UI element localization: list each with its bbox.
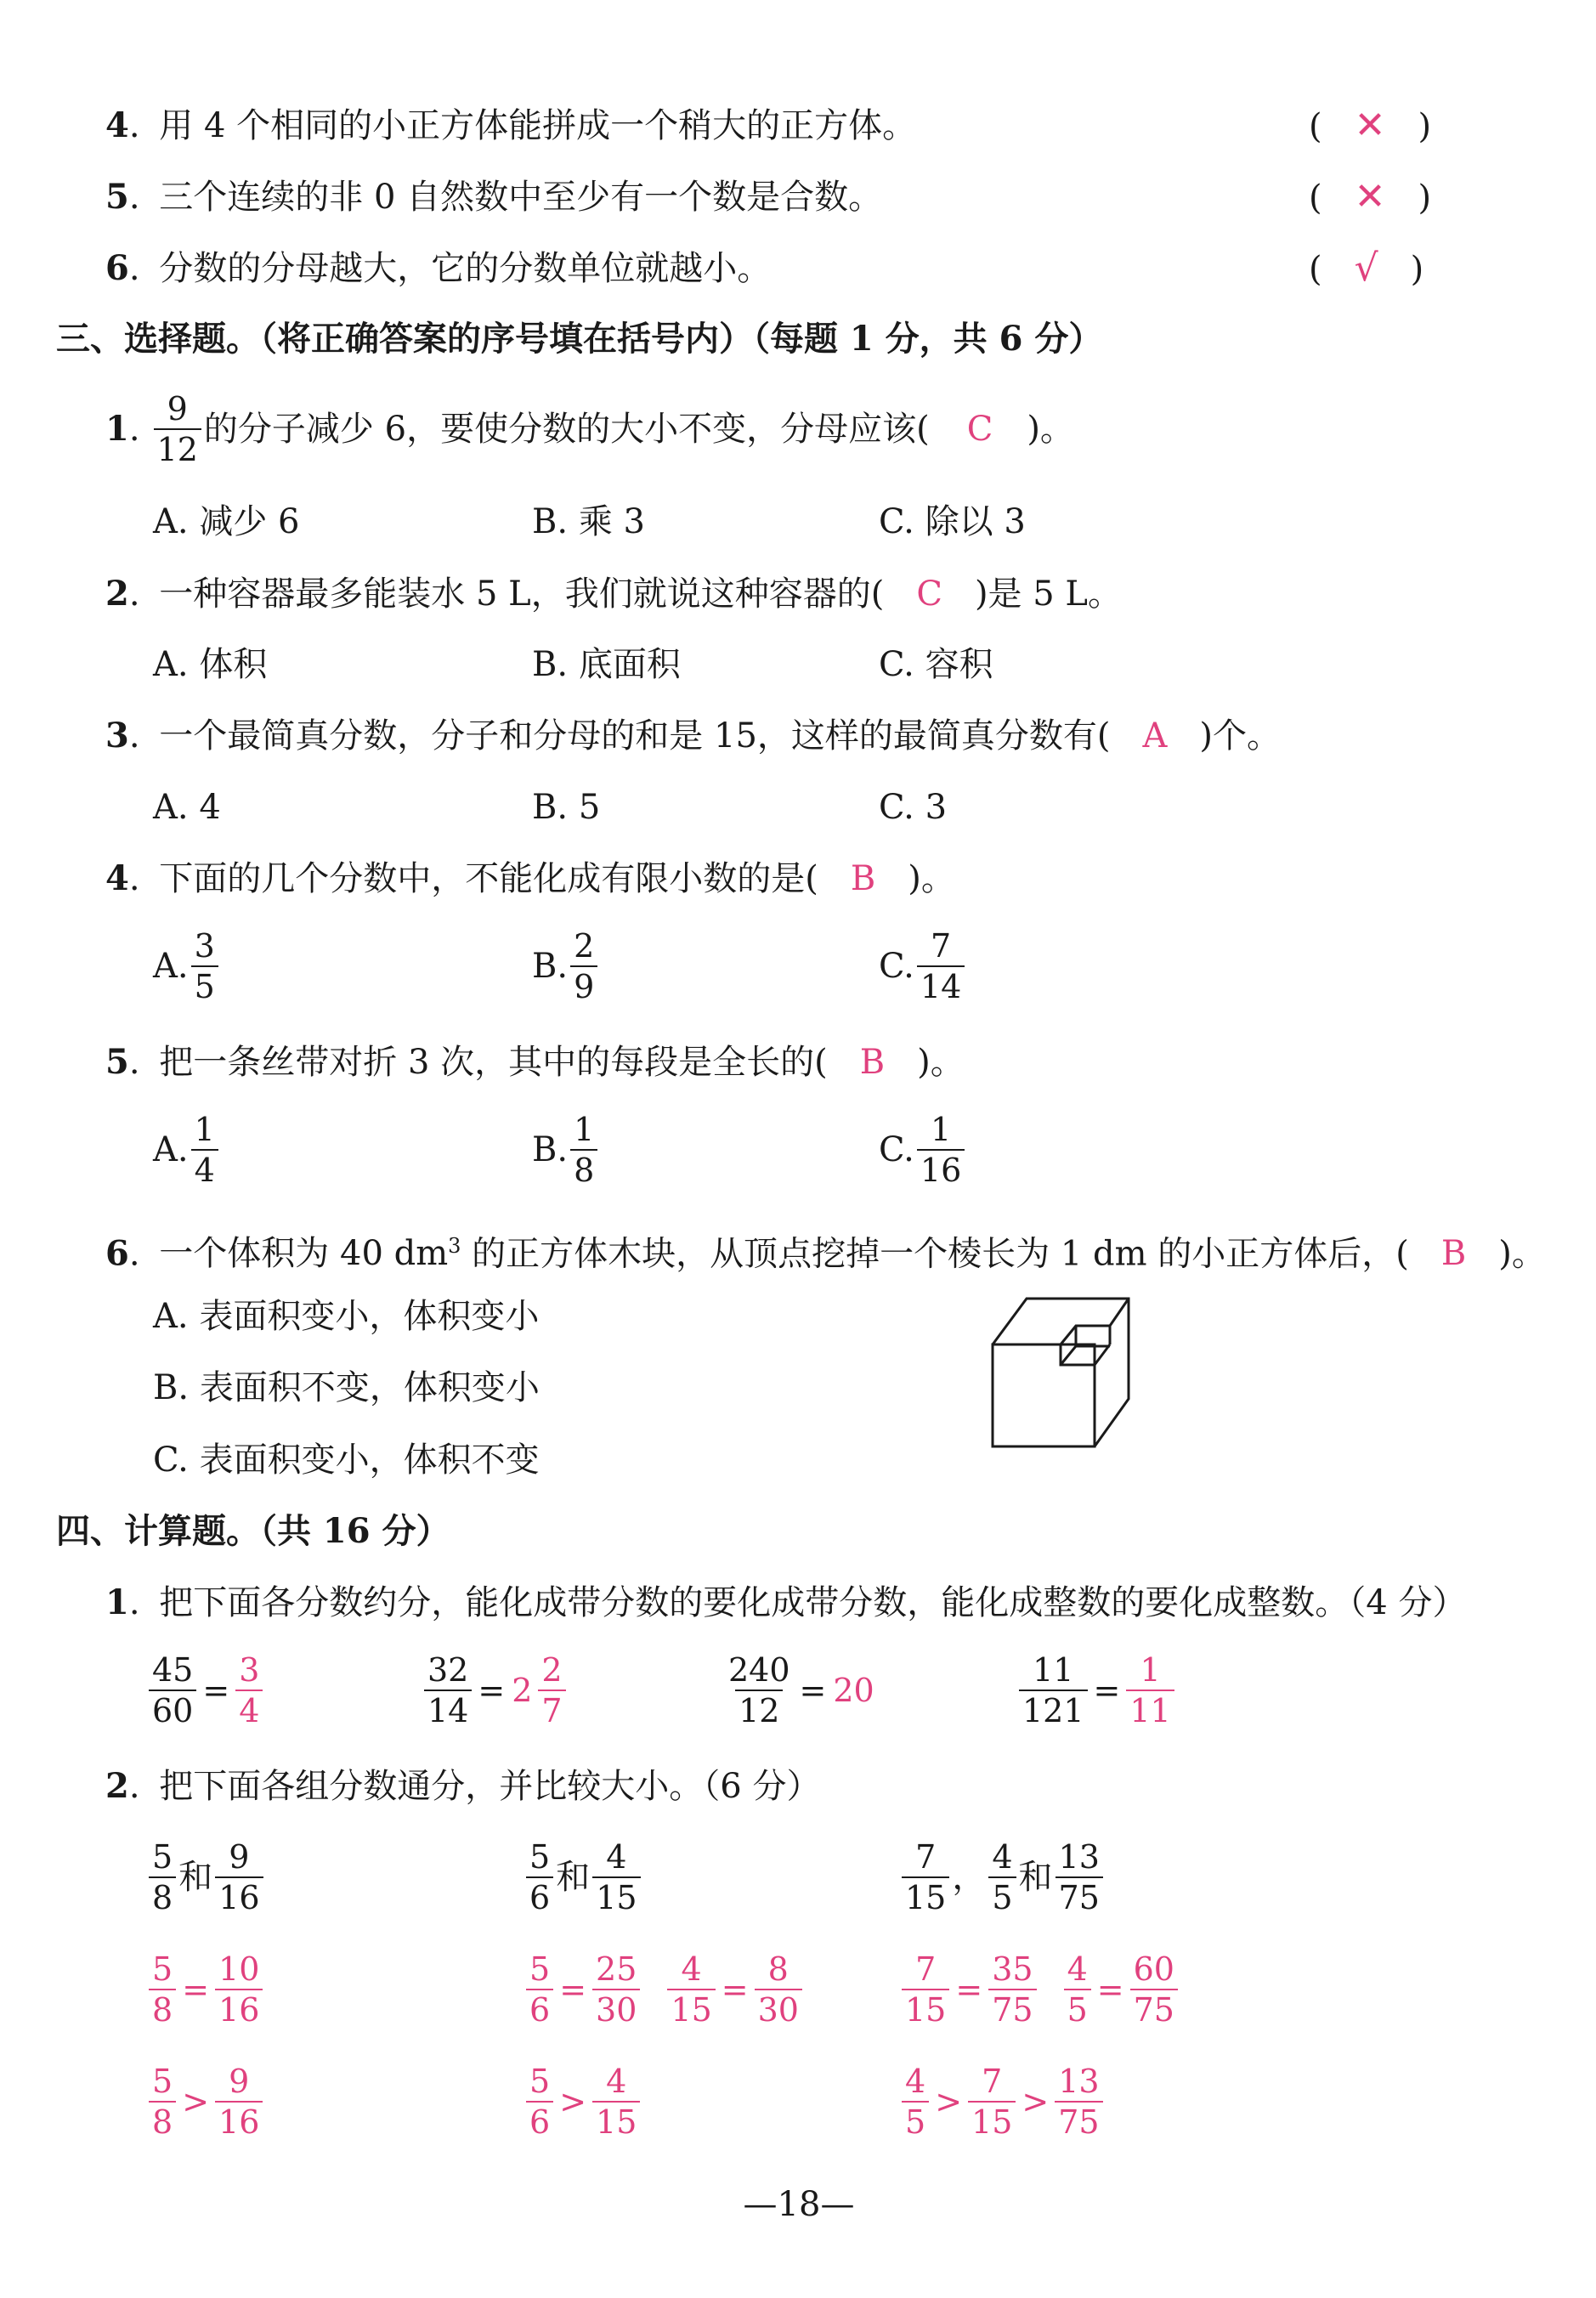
check-mark-icon: √	[1354, 246, 1378, 290]
superscript: 3	[448, 1234, 461, 1258]
greater-than-sign: >	[935, 2083, 963, 2120]
group-3-given: $\frac{7}{15}$ ， $\frac{4}{5}$ 和 $\frac{13}{75}$	[899, 1841, 1106, 1914]
question-text-end: )是 5 L。	[974, 574, 1122, 614]
judge-item-6: 6. 分数的分母越大，它的分数单位就越小。	[105, 248, 772, 288]
choice-question-6: 6. 一个体积为 40 $dm^3$ 的正方体木块，从顶点挖掉一个棱长为 1 dm 的小正方体后，( B )。	[105, 1233, 1546, 1274]
group-3-common: $\frac{7}{15}$ = $\frac{35}{75}$ $\frac{4}{5}$ = $\frac{60}{75}$	[899, 1953, 1180, 2026]
reduce-item-4	[1016, 1651, 1177, 1729]
question-text: 把一条丝带对折 3 次，其中的每段是全长的(	[159, 1043, 828, 1082]
numerator: 2	[574, 927, 595, 965]
denominator: 12	[735, 1690, 783, 1727]
answer-numerator: 3	[239, 1651, 260, 1689]
option-label: B.	[532, 1130, 569, 1169]
cube-with-corner-removed-figure	[986, 1293, 1147, 1450]
reduce-item-3	[722, 1651, 878, 1729]
question-text: 一种容器最多能装水 5 L，我们就说这种容器的(	[159, 574, 885, 614]
question-text: 下面的几个分数中，不能化成有限小数的是(	[159, 859, 818, 898]
judge-item-5: 5. 三个连续的非 0 自然数中至少有一个数是合数。	[105, 177, 883, 217]
choice-question-2: 2. 一种容器最多能装水 5 L，我们就说这种容器的( C )是 5 L。	[105, 574, 1122, 614]
greater-than-sign: >	[182, 2083, 210, 2120]
option-fraction	[917, 927, 965, 1005]
answer-letter: B	[1440, 1234, 1467, 1274]
question-text: 一个最简真分数，分子和分母的和是 15，这样的最简真分数有(	[159, 716, 1111, 756]
denominator: 5	[191, 965, 218, 1003]
option-b	[532, 927, 600, 1005]
group-1-common: $\frac{5}{8}$ = $\frac{10}{16}$	[146, 1953, 265, 2026]
item-text: 分数的分母越大，它的分数单位就越小。	[159, 249, 772, 288]
answer-numerator: 2	[541, 1651, 563, 1689]
equals-sign: =	[1093, 1672, 1121, 1709]
cross-mark-icon: ✕	[1354, 104, 1386, 147]
group-1-compare: $\frac{5}{8}$ > $\frac{9}{16}$	[146, 2065, 265, 2138]
group-1-given: $\frac{5}{8}$ 和 $\frac{9}{16}$	[146, 1841, 266, 1914]
group-2-given: $\frac{5}{6}$ 和 $\frac{4}{15}$	[524, 1841, 643, 1914]
numerator: 1	[930, 1111, 952, 1148]
answer-letter: C	[966, 410, 993, 449]
question-number: 6	[105, 1233, 129, 1274]
answer-integer: 20	[833, 1672, 874, 1709]
equals-sign: =	[478, 1672, 506, 1709]
question-text-end: )。	[1027, 410, 1074, 449]
item-number: 4	[105, 105, 129, 145]
option-a	[153, 927, 221, 1005]
option-label: A.	[153, 1130, 189, 1169]
question-text: 把下面各分数约分，能化成带分数的要化成带分数，能化成整数的要化成整数。（4 分）	[159, 1583, 1467, 1622]
item-number: 5	[105, 177, 129, 217]
numerator: 1	[574, 1111, 595, 1148]
choice-question-5: 5. 把一条丝带对折 3 次，其中的每段是全长的( B )。	[105, 1042, 965, 1082]
answer-denominator: 7	[538, 1690, 565, 1727]
group-2-compare: $\frac{5}{6}$ > $\frac{4}{15}$	[524, 2065, 642, 2138]
judge-answer-5: ( ✕ )	[1309, 175, 1432, 218]
option-c: C. 容积	[879, 645, 993, 684]
answer-whole: 2	[512, 1672, 533, 1709]
option-a: A. 4	[153, 788, 221, 827]
group-2-common: $\frac{5}{6}$ = $\frac{25}{30}$ $\frac{4}{15}$ = $\frac{8}{30}$	[524, 1953, 805, 2026]
page-number: —18—	[743, 2185, 855, 2224]
option-fraction	[191, 1111, 218, 1189]
option-a: A. 减少 6	[153, 502, 300, 541]
choice-question-4: 4. 下面的几个分数中，不能化成有限小数的是( B )。	[105, 858, 955, 898]
question-number: 2	[105, 1766, 129, 1806]
option-fraction	[917, 1111, 965, 1189]
answer-letter: B	[850, 859, 876, 898]
reduce-item-2	[422, 1651, 569, 1729]
option-a: A. 体积	[153, 645, 268, 684]
option-label: C.	[879, 1130, 914, 1169]
answer-letter: C	[916, 574, 942, 614]
numerator: 240	[728, 1651, 790, 1689]
option-b: B. 乘 3	[532, 502, 645, 541]
question-number: 5	[105, 1042, 129, 1082]
option-c	[879, 927, 967, 1005]
option-fraction	[570, 1111, 597, 1189]
option-c: C. 3	[879, 788, 948, 827]
greater-than-sign: >	[559, 2083, 587, 2120]
equals-sign: =	[202, 1672, 230, 1709]
option-label: B.	[532, 947, 569, 986]
numerator: 3	[194, 927, 215, 965]
option-c	[879, 1111, 967, 1189]
comma: ，	[952, 1858, 987, 1897]
choice-question-3: 3. 一个最简真分数，分子和分母的和是 15，这样的最简真分数有( A )个。	[105, 716, 1281, 756]
calc-question-2: 2. 把下面各组分数通分，并比较大小。（6 分）	[105, 1766, 821, 1806]
option-label: A.	[153, 947, 189, 986]
judge-answer-4: ( ✕ )	[1309, 104, 1432, 147]
section-4-title: 四、计算题。（共 16 分）	[56, 1511, 450, 1551]
cross-mark-icon: ✕	[1354, 175, 1386, 218]
option-a: A. 表面积变小，体积变小	[153, 1297, 540, 1336]
option-b	[532, 1111, 600, 1189]
denominator: 12	[154, 428, 201, 466]
numerator: 9	[167, 390, 188, 427]
item-number: 6	[105, 248, 129, 288]
question-text-end: )。	[908, 859, 955, 898]
denominator: 16	[917, 1149, 965, 1186]
answer-letter: B	[859, 1043, 886, 1082]
and-word: 和	[556, 1858, 591, 1897]
question-number: 2	[105, 574, 129, 614]
calc-question-1: 1. 把下面各分数约分，能化成带分数的要化成带分数，能化成整数的要化成整数。（4 分）	[105, 1582, 1467, 1622]
question-text-end: )。	[917, 1043, 965, 1082]
numerator: 7	[930, 927, 952, 965]
item-text: 用 4 个相同的小正方体能拼成一个稍大的正方体。	[159, 106, 917, 145]
numerator: 1	[194, 1111, 215, 1148]
question-text: 把下面各组分数通分，并比较大小。（6 分）	[159, 1767, 821, 1806]
item-dot: .	[128, 106, 140, 145]
group-3-compare: $\frac{4}{5}$ > $\frac{7}{15}$ > $\frac{13}{75}$	[899, 2065, 1106, 2138]
option-fraction	[570, 927, 597, 1005]
equals-sign: =	[799, 1672, 827, 1709]
and-word: 和	[178, 1858, 213, 1897]
option-c: C. 除以 3	[879, 502, 1026, 541]
option-b: B. 5	[532, 788, 601, 827]
question-number: 1	[105, 409, 129, 449]
question-text-end: )。	[1498, 1234, 1546, 1274]
question-text-mid: 的正方体木块，从顶点挖掉一个棱长为 1 dm 的小正方体后，(	[461, 1234, 1409, 1274]
fraction-9-12	[154, 390, 201, 468]
question-number: 3	[105, 716, 129, 756]
denominator: 121	[1019, 1690, 1088, 1727]
choice-question-1: 1 . $\frac{9}{12}$ 的分子减少 6，要使分数的大小不变，分母应该( C )。	[105, 390, 1074, 468]
item-text: 三个连续的非 0 自然数中至少有一个数是合数。	[159, 178, 883, 217]
denominator: 4	[191, 1149, 218, 1186]
reduce-item-1	[146, 1651, 265, 1729]
numerator: 32	[427, 1651, 469, 1689]
option-label: C.	[879, 947, 914, 986]
section-3-title: 三、选择题。（将正确答案的序号填在括号内）（每题 1 分，共 6 分）	[56, 319, 1103, 359]
numerator: 11	[1033, 1651, 1074, 1689]
option-a	[153, 1111, 221, 1189]
question-number: 1	[105, 1582, 129, 1622]
question-text-end: )个。	[1199, 716, 1281, 756]
denominator: 60	[149, 1690, 196, 1727]
numerator: 45	[152, 1651, 194, 1689]
option-b: B. 表面积不变，体积变小	[153, 1368, 540, 1407]
and-word: 和	[1018, 1858, 1053, 1897]
option-c: C. 表面积变小，体积不变	[153, 1440, 540, 1480]
denominator: 14	[424, 1690, 472, 1727]
greater-than-sign: >	[1022, 2083, 1050, 2120]
answer-numerator: 1	[1140, 1651, 1161, 1689]
answer-letter: A	[1142, 716, 1168, 756]
answer-denominator: 11	[1126, 1690, 1174, 1727]
question-text: 的分子减少 6，要使分数的大小不变，分母应该(	[203, 410, 930, 449]
question-text: 一个体积为 40 dm	[159, 1234, 449, 1274]
option-b: B. 底面积	[532, 645, 681, 684]
option-fraction	[191, 927, 218, 1005]
judge-answer-6: ( √ )	[1309, 246, 1424, 290]
denominator: 9	[570, 965, 597, 1003]
answer-denominator: 4	[235, 1690, 263, 1727]
denominator: 8	[570, 1149, 597, 1186]
denominator: 14	[917, 965, 965, 1003]
question-number: 4	[105, 858, 129, 898]
judge-item-4	[105, 105, 916, 146]
